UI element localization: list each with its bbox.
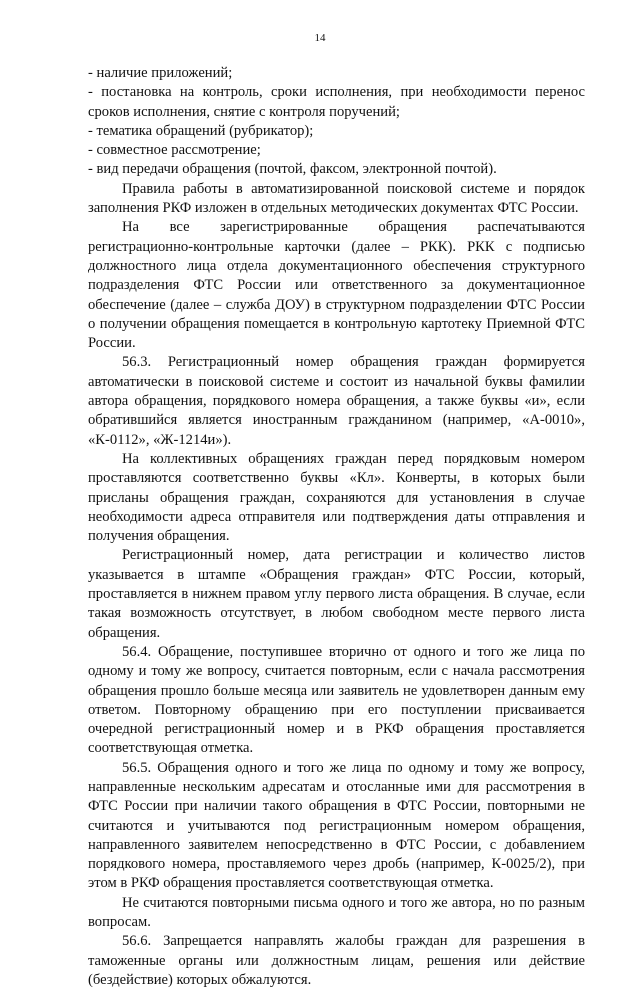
list-item-joint-review: - совместное рассмотрение; — [88, 142, 261, 159]
paragraph-registration-number: Регистрационный номер, дата регистрации и количество листов указывается в штампе «Обращения граждан» ФТС России, который, проставляется в нижнем правом углу первого листа обращения. В случае, если такая возможность отсутствует, в любом свободном месте первого листа обращения. — [88, 547, 585, 641]
paragraph-56-5: 56.5. Обращения одного и того же лица по одному и тому же вопросу, направленные нескольким адресатам и отосланные ими для рассмотрения в ФТС России при наличии такого обращения в ФТС России, повторными не считаются и учитываются под регистрационным номером обращения, направленного заявителем непосредственно в ФТС России, с добавлением порядкового номера, проставляемого через дробь (например, К-0025/2), при этом в РКФ обращения проставляется соответствующая отметка. — [88, 759, 585, 892]
paragraph-not-repeated: Не считаются повторными письма одного и того же автора, но по разным вопросам. — [88, 894, 585, 931]
paragraph-rkk: На все зарегистрированные обращения распечатываются регистрационно-контрольные карточки (далее – РКК). РКК с подписью должностного лица отдела документационного обеспечения структурного подразделения ФТС России или ответственного за документационное обеспечение (далее – служба ДОУ) в структурном подразделении ФТС России о получении обращения помещается в контрольную картотеку Приемной ФТС России. — [88, 219, 585, 352]
paragraph-collective: На коллективных обращениях граждан перед порядковым номером проставляются соответственно буквы «Кл». Конверты, в которых были присланы обращения граждан, сохраняются для установления в случае необходимости адреса отправителя или подтверждения даты отправления и получения обращения. — [88, 450, 585, 545]
paragraph-56-6: 56.6. Запрещается направлять жалобы граждан для разрешения в таможенные органы или должностным лицам, решения или действие (бездействие) которых обжалуются. — [88, 933, 585, 988]
paragraph-56-4: 56.4. Обращение, поступившее вторично от одного и того же лица по одному и тому же вопросу, считается повторным, если с начала рассмотрения обращения прошло больше месяца или заявитель не удовлетворен данным ему ответом. Повторному обращению при его поступлении присваивается очередной регистрационный номер и в РКФ обращения проставляется соответствующая отметка. — [88, 643, 585, 757]
paragraph-rules: Правила работы в автоматизированной поисковой системе и порядок заполнения РКФ изложен в отдельных методических документах ФТС России. — [88, 180, 585, 217]
list-item-attachments: - наличие приложений; — [88, 65, 233, 81]
document-body — [88, 64, 585, 990]
list-item-topics: - тематика обращений (рубрикатор); — [88, 122, 314, 139]
paragraph-56-3: 56.3. Регистрационный номер обращения граждан формируется автоматически в поисковой системе и состоит из начальной буквы фамилии автора обращения, порядкового номера обращения, а также буквы «и», если обратившийся является иностранным гражданином (например, «А-0010», «К-0112», «Ж-1214и»). — [88, 354, 585, 448]
list-item-control: - постановка на контроль, сроки исполнения, при необходимости перенос сроков исполнения, снятие с контроля поручений; — [88, 84, 585, 120]
page-number: 14 — [314, 32, 326, 44]
list-item-transfer-type: - вид передачи обращения (почтой, факсом, электронной почтой). — [88, 161, 497, 178]
